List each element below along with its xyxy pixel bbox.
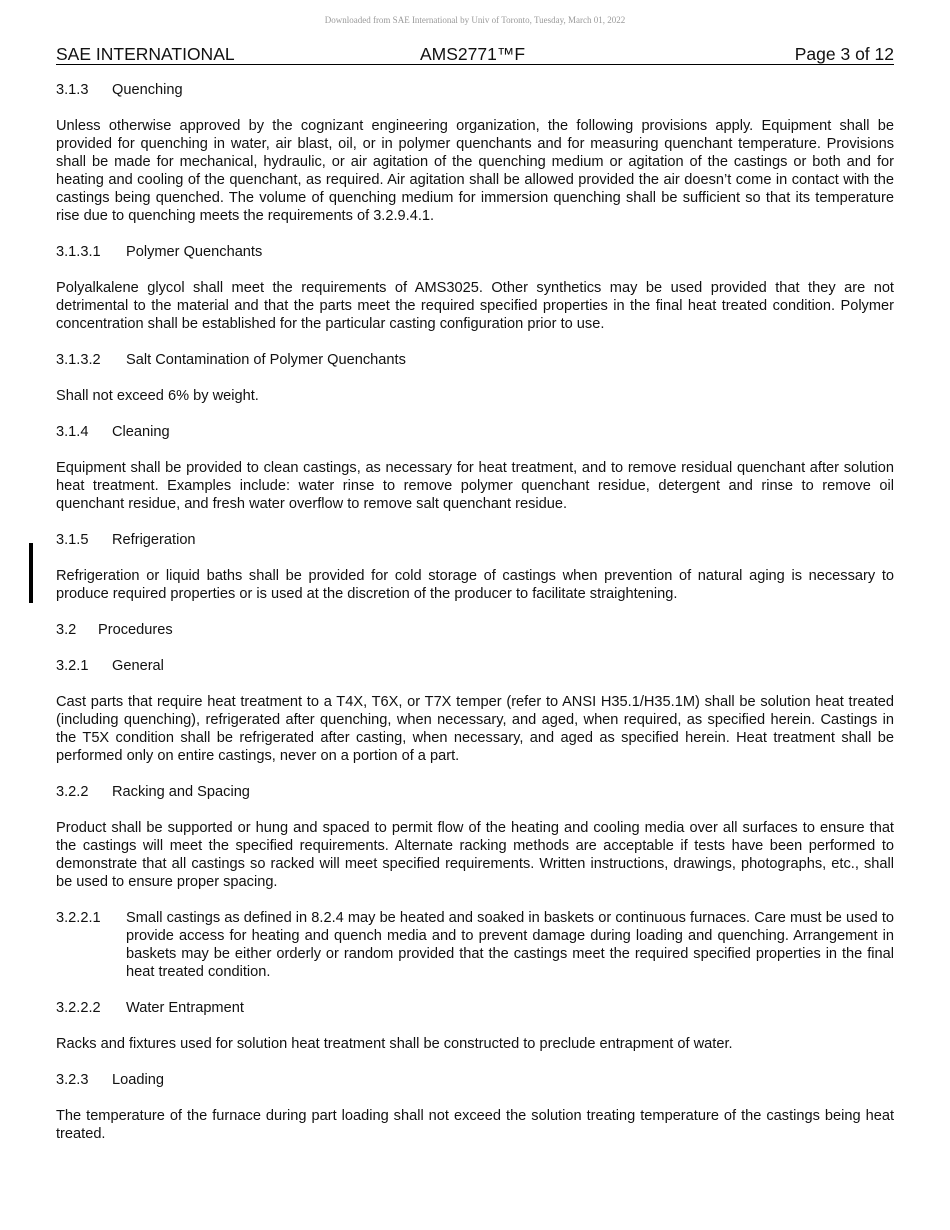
section-heading-3-1-5: [56, 531, 894, 549]
document-body: [56, 81, 894, 1161]
section-heading-3-2: [56, 621, 894, 639]
section-number: 3.1.3.1: [56, 244, 101, 260]
section-number: 3.2.2.2: [56, 1000, 101, 1016]
section-title: Water Entrapment: [126, 1000, 244, 1016]
section-body-3-1-5: Refrigeration or liquid baths shall be provided for cold storage of castings when prevention of natural aging is necessary to produce required properties or is used at the discretion of the producer to facilitate straightening.: [56, 568, 894, 602]
section-heading-3-2-1: [56, 657, 894, 675]
section-title: Racking and Spacing: [112, 784, 250, 800]
section-body-3-1-3-1: Polyalkalene glycol shall meet the requirements of AMS3025. Other synthetics may be used provided that they are not detrimental to the material and that the parts meet the required specified properties in the final heat treated condition. Polymer concentration shall be established for the particular casting configuration prior to use.: [56, 280, 894, 332]
section-number: 3.2: [56, 622, 77, 638]
section-title: Refrigeration: [112, 532, 196, 548]
section-body-3-2-3: The temperature of the furnace during part loading shall not exceed the solution treating temperature of the castings being heat treated.: [56, 1108, 894, 1142]
section-number: 3.2.3: [56, 1072, 89, 1088]
section-title: Quenching: [112, 82, 183, 98]
section-title: Polymer Quenchants: [126, 244, 263, 260]
section-heading-3-1-3: [56, 81, 894, 99]
section-heading-3-1-4: [56, 423, 894, 441]
section-heading-3-2-2: [56, 783, 894, 801]
section-body-3-2-2: Product shall be supported or hung and spaced to permit flow of the heating and cooling media over all surfaces to ensure that the castings will meet the specified requirements. Alternate racking methods are acceptable if tests have been performed to demonstrate that all castings so racked will meet specified requirements. Written instructions, drawings, photographs, etc., shall be used to ensure proper spacing.: [56, 820, 894, 890]
section-number: 3.2.2.1: [56, 910, 101, 926]
section-title: General: [112, 658, 164, 674]
header-page-number: Page 3 of 12: [794, 44, 894, 64]
section-body-3-1-4: Equipment shall be provided to clean castings, as necessary for heat treatment, and to remove residual quenchant after solution heat treatment. Examples include: water rinse to remove polymer quenchant residue, detergent and rinse to remove oil quenchant residue, and fresh water overflow to remove salt quenchant residue.: [56, 460, 894, 512]
section-3-2-2-1: [56, 909, 894, 981]
section-title: Salt Contamination of Polymer Quenchants: [126, 352, 406, 368]
section-number: 3.2.2: [56, 784, 89, 800]
download-watermark: Downloaded from SAE International by Univ of Toronto, Tuesday, March 01, 2022: [324, 15, 626, 25]
section-number: 3.1.4: [56, 424, 89, 440]
section-body-3-1-3: Unless otherwise approved by the cognizant engineering organization, the following provisions apply. Equipment shall be provided for quenching in water, air blast, oil, or in polymer quenchants and for measuring quenchant temperature. Provisions shall be made for mechanical, hydraulic, or air agitation of the quenching medium or agitation of the castings or both and for heating and cooling of the quenchant, as required. Air agitation shall be allowed provided the air doesn’t come in contact with the castings being quenched. The volume of quenching medium for immersion quenching shall be sufficient so that its temperature rise due to quenching meets the requirements of 3.2.9.4.1.: [56, 118, 894, 224]
section-number: 3.1.5: [56, 532, 89, 548]
section-heading-3-1-3-2: [56, 351, 894, 369]
section-number: 3.2.1: [56, 658, 89, 674]
section-title: Cleaning: [112, 424, 170, 440]
section-heading-3-2-2-2: [56, 999, 894, 1017]
section-title: Procedures: [98, 622, 173, 638]
revision-change-bar: [29, 543, 33, 603]
header-org: SAE INTERNATIONAL: [56, 44, 235, 64]
section-title: Loading: [112, 1072, 164, 1088]
section-body-3-2-2-2: Racks and fixtures used for solution heat treatment shall be constructed to preclude entrapment of water.: [56, 1036, 733, 1052]
page-header: [56, 44, 894, 65]
section-body-3-2-1: Cast parts that require heat treatment to a T4X, T6X, or T7X temper (refer to ANSI H35.1/H35.1M) shall be solution heat treated (including quenching), refrigerated after quenching, when necessary, and aged, when required, as specified herein. Castings in the T5X condition shall be refrigerated after casting, when necessary, and aged as specified herein. Heat treatment shall be performed only on entire castings, never on a portion of a part.: [56, 694, 894, 764]
section-body-3-2-2-1: Small castings as defined in 8.2.4 may be heated and soaked in baskets or continuous furnaces. Care must be used to provide access for heating and quench media and to prevent damage during loading and quenching. Arrangement in baskets may be either orderly or random provided that the castings meet the required specified properties in the final heat treated condition.: [126, 910, 894, 980]
section-number: 3.1.3.2: [56, 352, 101, 368]
section-heading-3-1-3-1: [56, 243, 894, 261]
section-heading-3-2-3: [56, 1071, 894, 1089]
section-body-3-1-3-2: Shall not exceed 6% by weight.: [56, 388, 259, 404]
section-number: 3.1.3: [56, 82, 89, 98]
header-doc-id: AMS2771™F: [420, 44, 526, 64]
